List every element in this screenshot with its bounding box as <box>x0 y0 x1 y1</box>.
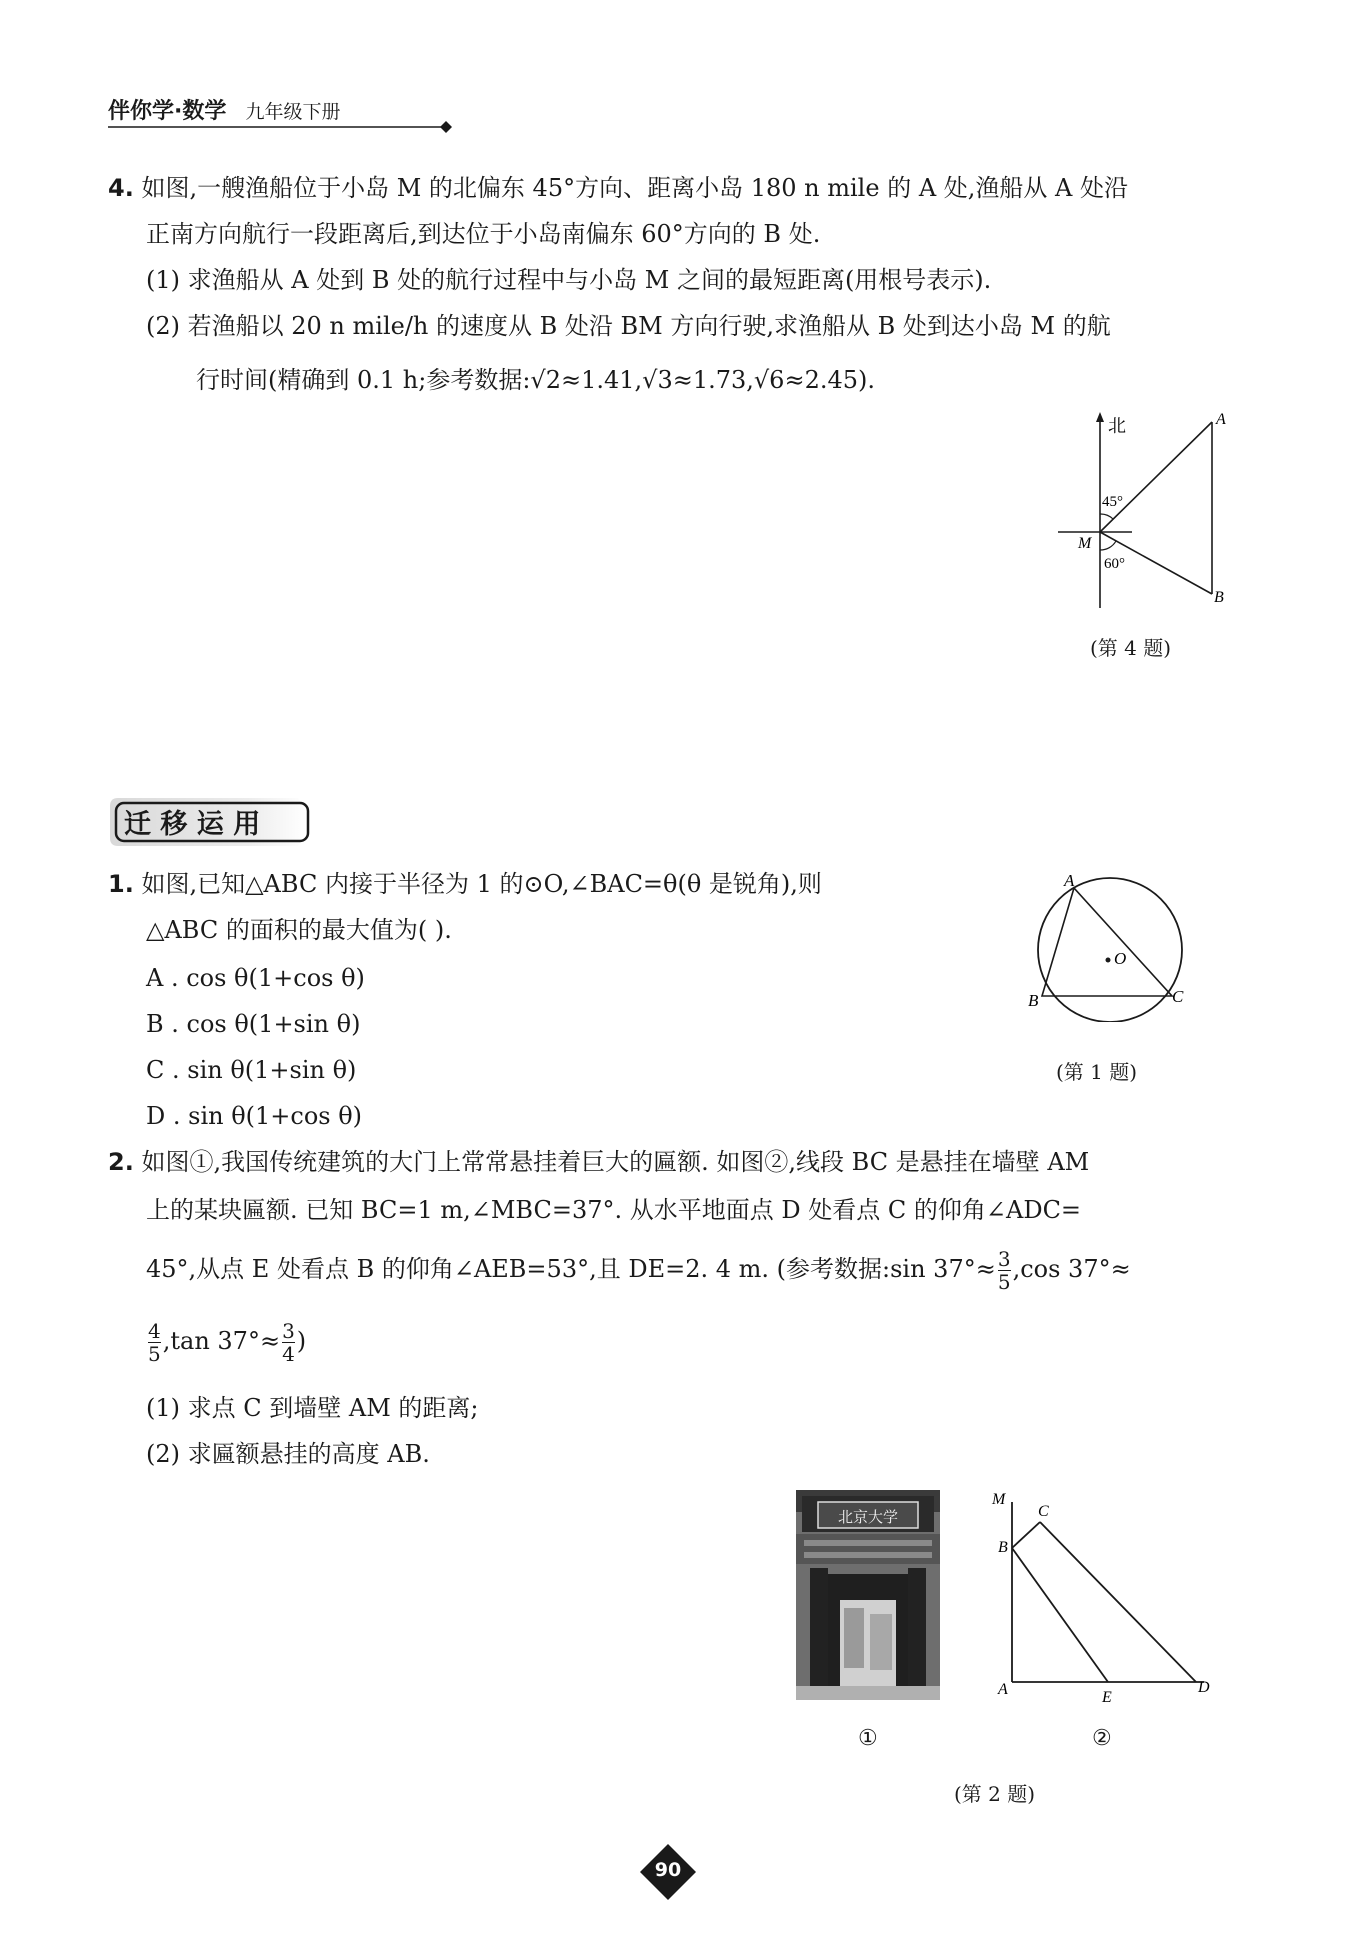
p1-option-b: B . cos θ(1+sin θ) <box>146 1010 361 1038</box>
segment-BC <box>1012 1522 1040 1548</box>
segment-CD <box>1040 1522 1196 1682</box>
q4-sub2-line1: (2) 若渔船以 20 n mile/h 的速度从 B 处沿 BM 方向行驶,求渔船从 B 处到达小岛 M 的航 <box>146 312 1111 340</box>
label-B: B <box>1214 589 1224 606</box>
figure-label-2: ② <box>1092 1726 1112 1751</box>
page-number: 90 <box>654 1859 682 1881</box>
p2-line4-end: ) <box>296 1327 307 1355</box>
label-60: 60° <box>1104 556 1125 572</box>
q4-line2: 正南方向航行一段距离后,到达位于小岛南偏东 60°方向的 B 处. <box>146 220 821 248</box>
label-B: B <box>998 1539 1008 1556</box>
fraction-3-5 <box>998 1248 1011 1293</box>
triangle-ABC <box>1042 888 1172 996</box>
label-E: E <box>1102 1689 1112 1706</box>
label-M: M <box>1078 535 1092 552</box>
p2-diagram <box>984 1486 1224 1716</box>
header-underline <box>108 120 458 134</box>
q4-number: 4. <box>108 174 134 202</box>
label-C: C <box>1172 987 1184 1006</box>
p2-line1 <box>108 1146 1089 1178</box>
section-title: 迁 移 运 用 <box>124 809 261 840</box>
fraction-3-4 <box>282 1320 295 1365</box>
p1-option-c: C . sin θ(1+sin θ) <box>146 1056 357 1084</box>
p1-line1 <box>108 868 822 900</box>
label-A: A <box>1064 872 1075 890</box>
segment-MA <box>1100 422 1212 532</box>
q4-sub1: (1) 求渔船从 A 处到 B 处的航行过程中与小岛 M 之间的最短距离(用根号表示). <box>146 266 992 294</box>
p2-line2: 上的某块匾额. 已知 BC=1 m,∠MBC=37°. 从水平地面点 D 处看点 C 的仰角∠ADC= <box>146 1196 1082 1224</box>
label-45: 45° <box>1102 494 1123 510</box>
q4-text-line1: 如图,一艘渔船位于小岛 M 的北偏东 45°方向、距离小岛 180 n mile 的 A 处,渔船从 A 处沿 <box>141 174 1128 202</box>
header-series: 伴你学·数学 <box>108 99 227 124</box>
q4-caption: (第 4 题) <box>1090 636 1172 660</box>
label-A: A <box>998 1681 1008 1698</box>
label-M: M <box>992 1491 1006 1508</box>
frac-den: 5 <box>148 1342 161 1366</box>
p2-line3-a: 45°,从点 E 处看点 B 的仰角∠AEB=53°,且 DE=2. 4 m. (参考数据:sin 37°≈ <box>146 1255 996 1283</box>
frac-num: 3 <box>282 1319 295 1343</box>
p2-number: 2. <box>108 1148 134 1176</box>
p1-option-a: A . cos θ(1+cos θ) <box>146 964 365 992</box>
label-O: O <box>1114 949 1127 968</box>
p2-line3-b: ,cos 37°≈ <box>1012 1255 1131 1283</box>
plaque-text: 北京大学 <box>837 1510 899 1526</box>
p2-sub2: (2) 求匾额悬挂的高度 AB. <box>146 1440 430 1468</box>
label-A: A <box>1216 411 1226 428</box>
gate-photo <box>796 1490 940 1700</box>
p2-caption: (第 2 题) <box>954 1782 1036 1806</box>
label-north: 北 <box>1108 416 1126 436</box>
p1-number: 1. <box>108 870 134 898</box>
frac-num: 4 <box>148 1319 161 1343</box>
circle-O <box>1038 878 1182 1022</box>
center-point <box>1106 958 1111 963</box>
p2-line3 <box>146 1248 1131 1296</box>
angle-arc-60 <box>1100 541 1116 550</box>
q4-line1 <box>108 172 1128 204</box>
segment-BE <box>1012 1548 1108 1682</box>
q4-sub2-line2: 行时间(精确到 0.1 h;参考数据:√2≈1.41,√3≈1.73,√6≈2.45). <box>196 366 875 394</box>
frac-den: 4 <box>282 1342 295 1366</box>
fraction-4-5 <box>148 1320 161 1365</box>
header-grade: 九年级下册 <box>245 101 341 123</box>
p2-line4 <box>146 1320 306 1368</box>
label-B: B <box>1028 991 1039 1010</box>
p1-line2: △ABC 的面积的最大值为( ). <box>146 916 452 944</box>
p2-line4-mid: ,tan 37°≈ <box>162 1327 281 1355</box>
label-D: D <box>1198 1679 1210 1696</box>
north-arrow-icon <box>1096 412 1104 422</box>
p1-text-line1: 如图,已知△ABC 内接于半径为 1 的⊙O,∠BAC=θ(θ 是锐角),则 <box>141 870 822 898</box>
p2-text-line1: 如图①,我国传统建筑的大门上常常悬挂着巨大的匾额. 如图②,线段 BC 是悬挂在墙壁 AM <box>141 1148 1090 1176</box>
p2-sub1: (1) 求点 C 到墙壁 AM 的距离; <box>146 1394 479 1422</box>
q4-figure <box>1040 402 1240 622</box>
p1-option-d: D . sin θ(1+cos θ) <box>146 1102 363 1130</box>
p1-figure <box>1020 872 1200 1022</box>
p1-caption: (第 1 题) <box>1056 1060 1138 1084</box>
frac-num: 3 <box>997 1247 1011 1271</box>
figure-label-1: ① <box>858 1726 878 1751</box>
frac-den: 5 <box>997 1270 1011 1294</box>
angle-arc-45 <box>1100 514 1113 519</box>
label-C: C <box>1038 1503 1049 1520</box>
